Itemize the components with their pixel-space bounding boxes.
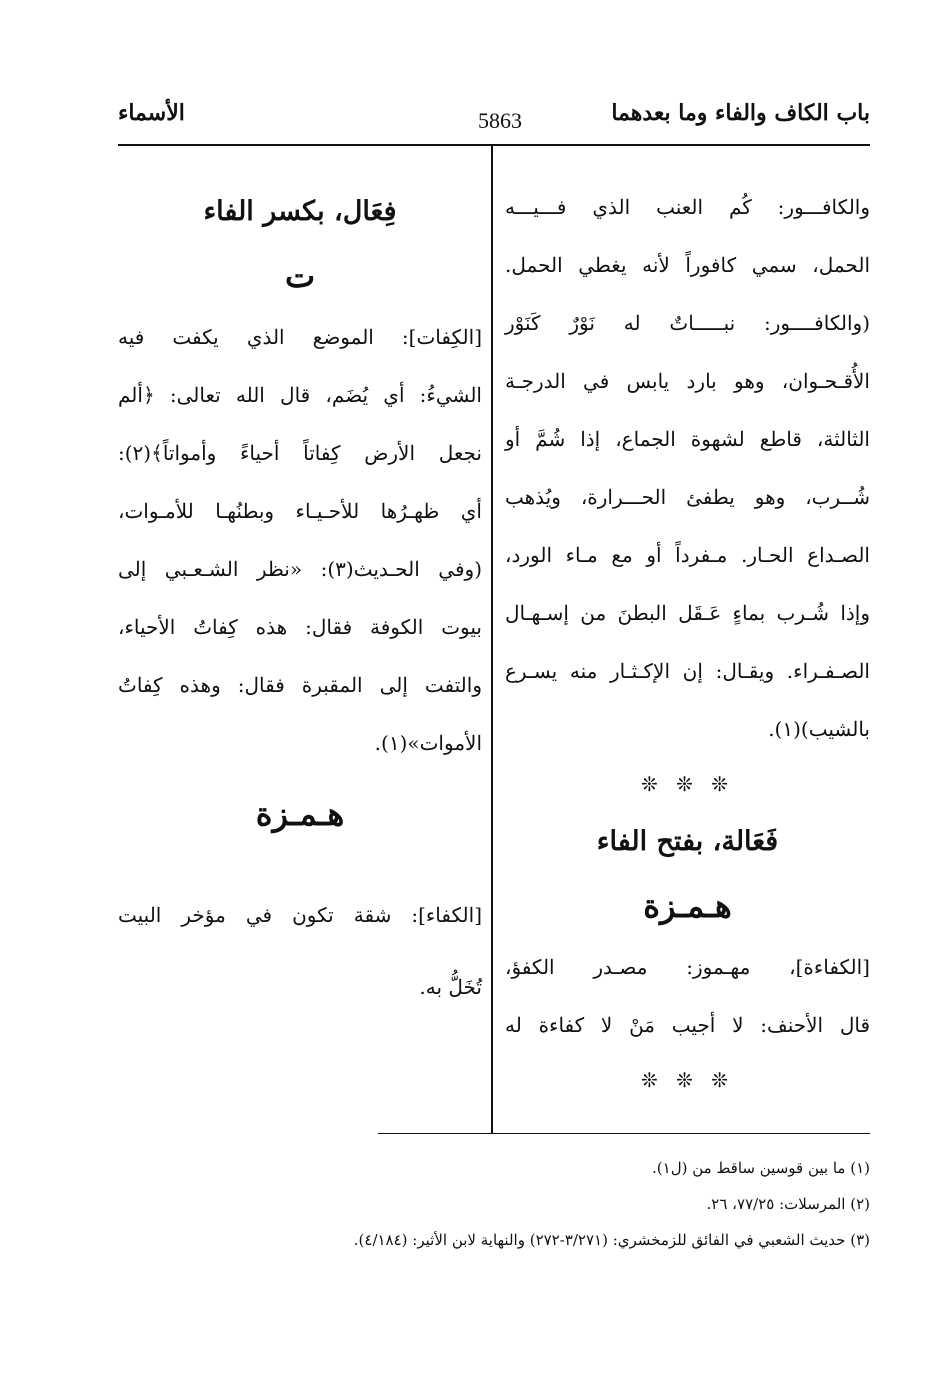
text-line: وإذا شُـرب بماءٍ عَـقَل البطنَ من إسـهـال bbox=[505, 601, 870, 625]
text-line: الشيءُ: أي يُضَم، قال الله تعالى: ﴿ألم bbox=[118, 383, 482, 407]
text-line: أي ظهـرُها للأحـيـاء وبطنُهـا للأمـوات، bbox=[118, 499, 482, 523]
text-line: والتفت إلى المقبرة فقال: وهذه كِفاتُ bbox=[118, 673, 482, 697]
text-line: قال الأحنف: لا أجيب مَنْ لا كفاءة له bbox=[505, 1013, 870, 1037]
text-line: الأموات»(١). bbox=[374, 731, 482, 755]
text-line: نجعل الأرض كِفاتاً أحياءً وأمواتاً﴾(٢): bbox=[118, 441, 482, 465]
text-line: الصـفـراء. ويقـال: إن الإكـثـار منه يسـرع bbox=[505, 659, 870, 683]
section-subheading: ت bbox=[284, 257, 316, 295]
right-column bbox=[505, 178, 870, 1106]
footnotes bbox=[90, 1150, 870, 1258]
footnote-rule bbox=[378, 1133, 870, 1134]
section-separator: ❊ ❊ ❊ bbox=[641, 772, 734, 796]
column-divider bbox=[491, 146, 493, 1134]
left-column bbox=[118, 180, 482, 1016]
text-line: (والكافــــور: نبـــــاتٌ له نَوْرٌ كَنَوْر bbox=[505, 311, 870, 335]
page-number: 5863 bbox=[478, 108, 522, 133]
running-header-right: باب الكاف والفاء وما بعدهما bbox=[611, 100, 870, 126]
text-line: الأُقـحـوان، وهو بارد يابس في الدرجـة bbox=[505, 369, 870, 393]
footnote: (٢) المرسلات: ٧٧/٢٥، ٢٦. bbox=[706, 1195, 870, 1213]
text-line: بالشيب)(١). bbox=[768, 717, 870, 741]
section-subheading: هـمـزة bbox=[643, 887, 732, 925]
text-line: شُــرب، وهو يطفئ الحـــرارة، ويُذهب bbox=[505, 485, 870, 509]
text-line: [الكفاءة]، مهـموز: مصـدر الكفؤ، bbox=[505, 955, 870, 979]
footnote: (٣) حديث الشعبي في الفائق للزمخشري: (٣/٢٧١-٢٧٢) والنهاية لابن الأثير: (٤/١٨٤). bbox=[353, 1231, 870, 1249]
text-line: الحمل، سمي كافوراً لأنه يغطي الحمل. bbox=[505, 253, 870, 277]
section-subheading: هـمـزة bbox=[255, 795, 345, 833]
text-line: بيوت الكوفة فقال: هذه كِفاتُ الأحياء، bbox=[118, 615, 482, 639]
text-line: تُخَلُّ به. bbox=[419, 975, 482, 999]
running-header-left: الأسماء bbox=[118, 100, 185, 126]
text-line: الصـداع الحـار. مـفرداً أو مع مـاء الورد، bbox=[505, 543, 870, 567]
text-line: [الكِفات]: الموضع الذي يكفت فيه bbox=[118, 325, 482, 349]
section-separator: ❊ ❊ ❊ bbox=[641, 1068, 734, 1092]
text-line: (وفي الحـديث(٣): «نظر الشـعـبي إلى bbox=[118, 557, 482, 581]
text-line: والكافـــور: كُم العنب الذي فـــيـــه bbox=[505, 195, 870, 219]
section-heading: فِعَال، بكسر الفاء bbox=[203, 196, 397, 227]
footnote: (١) ما بين قوسين ساقط من (ل١). bbox=[652, 1159, 870, 1177]
text-line: الثالثة، قاطع لشهوة الجماع، إذا شُمَّ أو bbox=[505, 427, 870, 451]
section-heading: فَعَالة، بفتح الفاء bbox=[596, 826, 779, 857]
text-line: [الكفاء]: شقة تكون في مؤخر البيت bbox=[118, 903, 482, 927]
header-rule bbox=[118, 144, 870, 146]
